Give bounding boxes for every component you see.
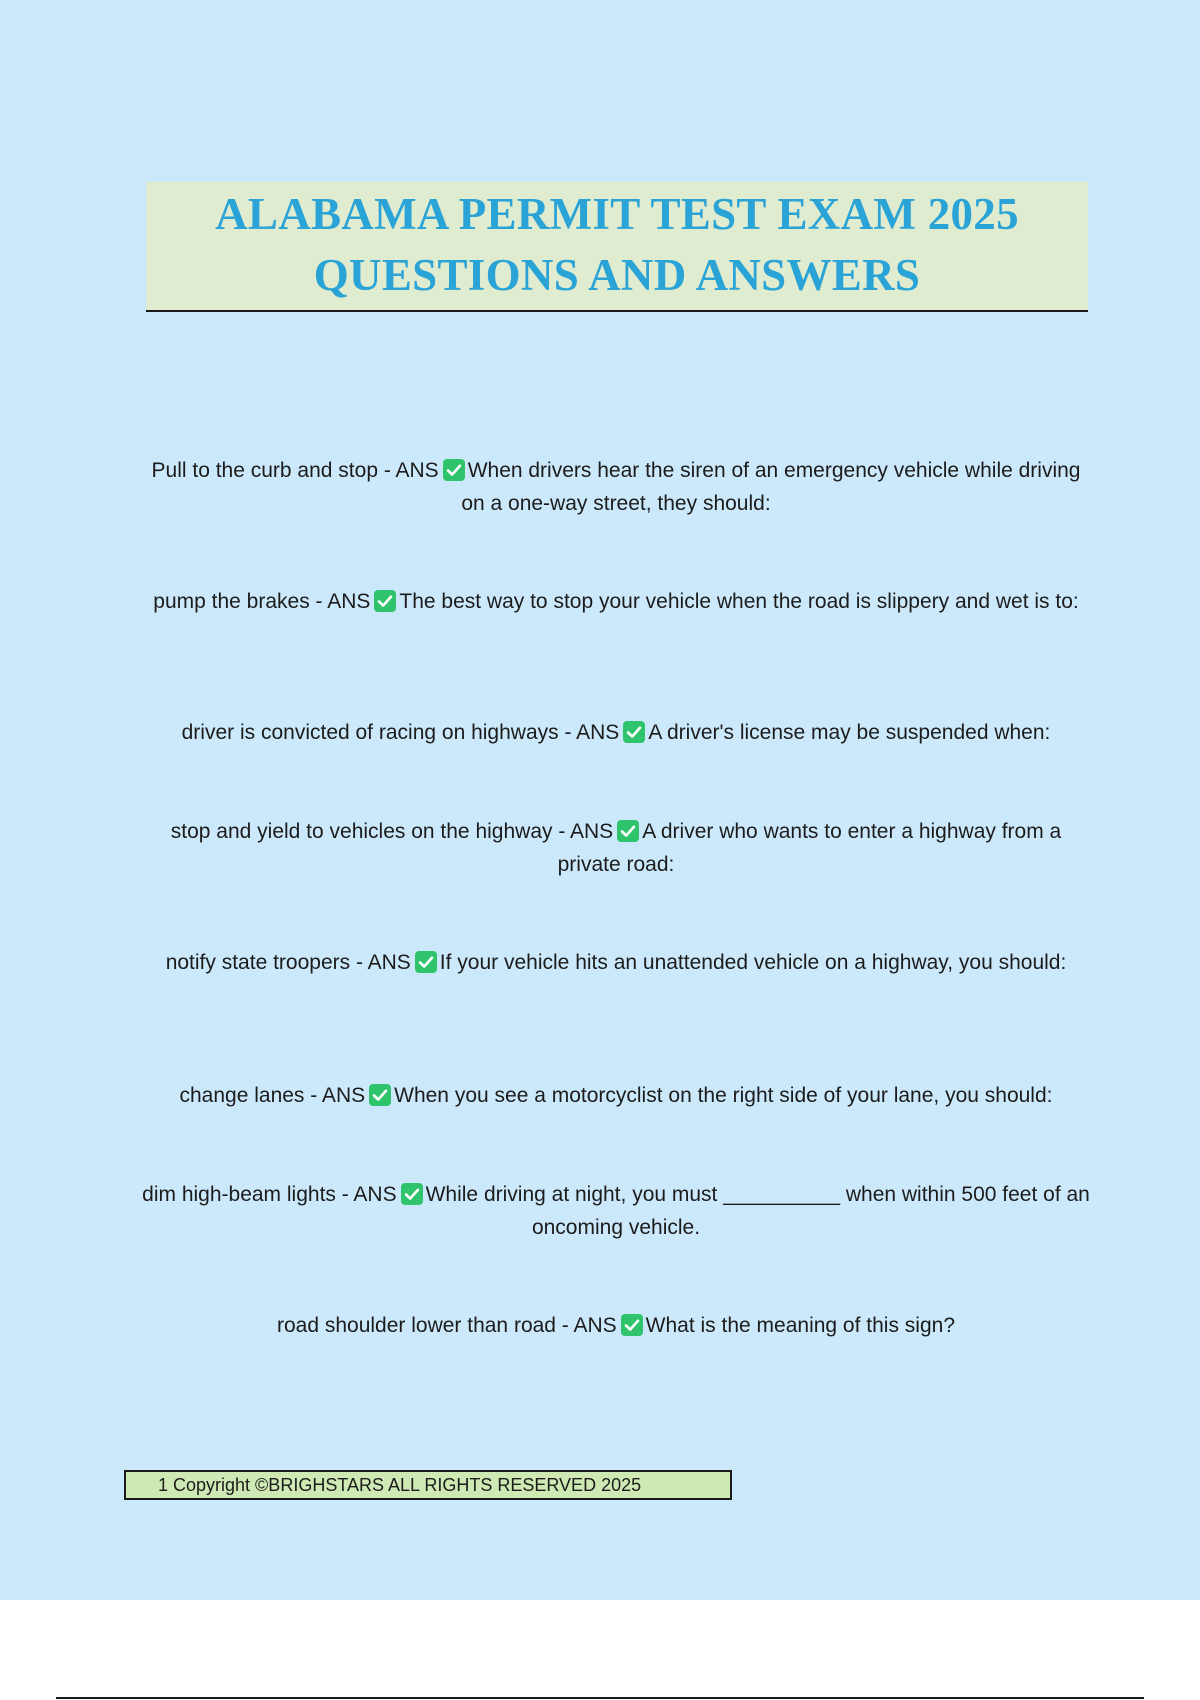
check-mark-icon [443,459,465,481]
document-title-line-1: ALABAMA PERMIT TEST EXAM 2025 [215,189,1019,239]
qa-question: If your vehicle hits an unattended vehicle on a highway, you should: [439,951,1067,974]
qa-answer: Pull to the curb and stop - ANS [151,459,439,482]
title-banner [146,182,1088,312]
qa-question: The best way to stop your vehicle when the road is slippery and wet is to: [399,590,1079,613]
document-title-line-2: QUESTIONS AND ANSWERS [313,250,921,300]
qa-answer: driver is convicted of racing on highways - ANS [181,721,620,744]
qa-item [140,815,1092,881]
qa-question: While driving at night, you must __________ when within 500 feet of an oncoming vehicle. [425,1183,1090,1239]
check-mark-icon [401,1183,423,1205]
qa-answer: stop and yield to vehicles on the highway - ANS [170,820,614,843]
copyright-footer: 1 Copyright ©BRIGHSTARS ALL RIGHTS RESERVED 2025 [124,1470,732,1500]
qa-item [140,1309,1092,1342]
qa-item [140,1178,1092,1244]
next-page-divider [56,1697,1144,1699]
qa-question: What is the meaning of this sign? [645,1314,956,1337]
qa-answer: change lanes - ANS [179,1084,366,1107]
qa-item [140,946,1092,979]
qa-answer: road shoulder lower than road - ANS [276,1314,617,1337]
check-mark-icon [369,1084,391,1106]
qa-answer: pump the brakes - ANS [153,590,371,613]
check-mark-icon [374,590,396,612]
check-mark-icon [617,820,639,842]
qa-question: A driver's license may be suspended when: [648,721,1051,744]
check-mark-icon [621,1314,643,1336]
qa-item [140,716,1092,749]
qa-question: When you see a motorcyclist on the right side of your lane, you should: [394,1084,1053,1107]
qa-answer: notify state troopers - ANS [165,951,411,974]
qa-question: When drivers hear the siren of an emergency vehicle while driving on a one-way street, they should: [461,459,1081,515]
qa-item [140,454,1092,520]
qa-item [140,585,1092,618]
check-mark-icon [623,721,645,743]
qa-answer: dim high-beam lights - ANS [142,1183,397,1206]
qa-item [140,1079,1092,1112]
qa-question: A driver who wants to enter a highway from a private road: [557,820,1062,876]
check-mark-icon [415,951,437,973]
